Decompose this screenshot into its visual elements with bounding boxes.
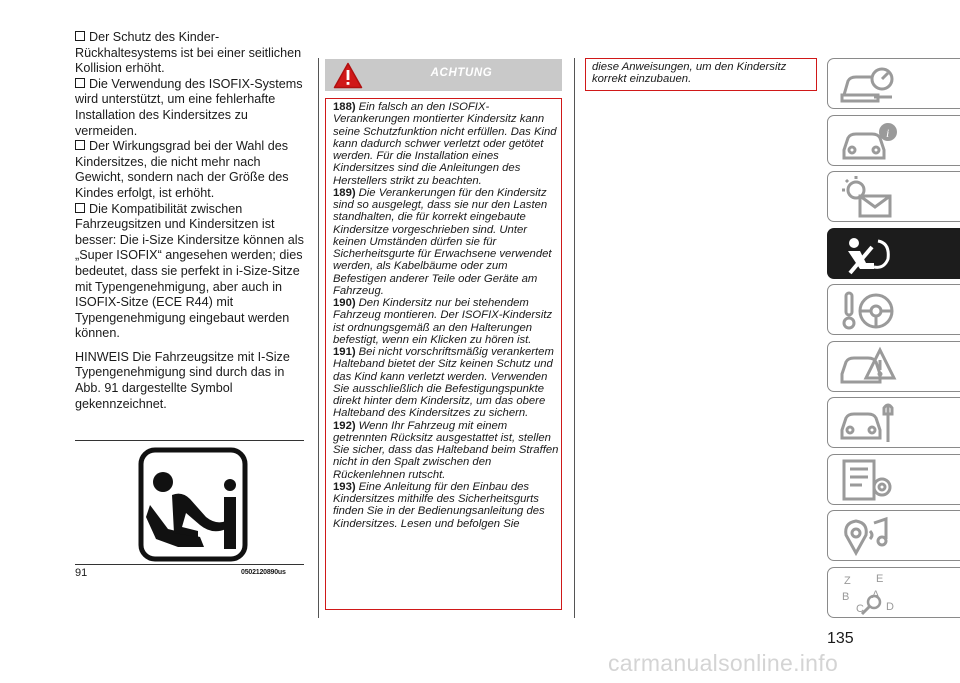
tab-maintenance[interactable] (827, 397, 960, 448)
warning-item: 191) Bei nicht vorschriftsmäßig verankertem Halteband bietet der Sitz keinen Schutz und das Kind kann verletzt werden. Verwenden Sie ausschließlich die Befestigungspunkte direkt hinter dem Kindersitz, um das obere Halteband des Kindersitzes zu sichern. (333, 346, 554, 420)
svg-text:D: D (886, 600, 894, 613)
checkbox-bullet-icon (75, 140, 85, 150)
svg-text:A: A (872, 588, 880, 601)
warning-item: 192) Wenn Ihr Fahrzeug mit einem getrennten Rücksitz ausgestattet ist, stellen Sie sicher, dass das Halteband beim Straffen nicht in den Spalt zwischen den Rückenlehnen rutscht. (333, 419, 559, 481)
column-1 (75, 30, 305, 412)
checkbox-bullet-icon (75, 78, 85, 88)
tab-dashboard[interactable] (827, 58, 960, 109)
multimedia-icon (838, 513, 898, 559)
svg-text:Z: Z (844, 574, 851, 587)
tab-lights-messages[interactable] (827, 171, 960, 222)
starting-driving-icon (838, 287, 898, 333)
figure-number: 91 (75, 567, 88, 579)
tab-emergency[interactable] (827, 341, 960, 392)
emergency-car-icon (838, 344, 898, 390)
warning-item: 190) Den Kindersitz nur bei stehendem Fahrzeug montieren. Der ISOFIX-Kindersitz ist ordnungsgemäß an den Halterungen befestigt, wenn ein Klicken zu hören ist. (333, 297, 553, 346)
maintenance-car-icon (838, 400, 898, 446)
tab-index[interactable] (827, 567, 960, 618)
bullet-item: Die Verwendung des ISOFIX-Systems wird unterstützt, um eine fehlerhafte Installation des Kindersitzes zu vermeiden. (75, 76, 303, 138)
warning-continuation-text: diese Anweisungen, um den Kindersitz korrekt einzubauen. (592, 61, 787, 86)
warning-item: 189) Die Verankerungen für den Kindersitz sind so ausgelegt, dass sie nur den Lasten standhalten, die für korrekt eingebaute Kindersitze vorgeschrieben sind. Unter keinen Umständen dürfen sie für Sicherheitsgurte für Erwachsene verwendet werden, als Kabelbäume oder zum Befestigen anderer Teile oder Geräte am Fahrzeug. (333, 186, 552, 297)
isofix-i-size-child-seat-icon (138, 447, 248, 562)
svg-text:i: i (886, 125, 890, 140)
car-dashboard-icon (838, 61, 898, 107)
tab-car-info[interactable] (827, 115, 960, 166)
tab-safety[interactable] (827, 228, 960, 279)
bullet-item: Der Schutz des Kinder-Rückhaltesystems ist bei einer seitlichen Kollision erhöht. (75, 30, 302, 76)
svg-text:E: E (876, 572, 884, 585)
warning-text (333, 101, 559, 530)
checkbox-bullet-icon (75, 31, 85, 41)
note-paragraph: HINWEIS Die Fahrzeugsitze mit I-Size Typengenehmigung sind durch das in Abb. 91 dargestellte Symbol gekennzeichnet. (75, 349, 290, 411)
tab-multimedia[interactable] (827, 510, 960, 561)
figure-code: 0502120890us (241, 569, 286, 576)
svg-text:B: B (842, 590, 850, 603)
bullet-item: Der Wirkungsgrad bei der Wahl des Kindersitzes, die nicht mehr nach Gewicht, sondern nach der Größe des Kindes erfolgt, ist erhöht. (75, 139, 289, 200)
safety-airbag-icon (838, 231, 898, 277)
chapter-tabs (827, 58, 960, 623)
column-divider (318, 58, 319, 618)
warning-title: ACHTUNG (430, 67, 493, 79)
tab-technical-data[interactable] (827, 454, 960, 505)
index-abc-icon (838, 570, 898, 616)
svg-text:C: C (856, 602, 864, 615)
warning-item: 188) Ein falsch an den ISOFIX-Verankerungen montierter Kindersitz kann seine Schutzfunktion nicht erfüllen. Das Kind kann dadurch schwer verletzt oder getötet werden. Für die Installation eines Kindersitzes sind die Anleitungen des Herstellers strikt zu beachten. (333, 101, 557, 187)
lights-message-icon (838, 174, 898, 220)
bullet-item: Die Kompatibilität zwischen Fahrzeugsitzen und Kindersitzen ist besser: Die i-Size Kindersitze können als „Super ISOFIX“ angesehen werden; dies bedeutet, dass sie perfekt in i-Size-Sitze mit Typengenehmigung, aber auch in ISOFIX-Sitze (ECE R44) mit Typengenehmigung eingebaut werden können. (75, 201, 304, 341)
technical-data-icon (838, 457, 898, 503)
tab-starting-driving[interactable] (827, 284, 960, 335)
watermark: carmanualsonline.info (608, 650, 839, 676)
car-info-icon (838, 118, 898, 164)
warning-header (325, 59, 562, 91)
warning-item: 193) Eine Anleitung für den Einbau des Kindersitzes mithilfe des Sicherheitsgurts finden Sie in der Bedienungsanleitung des Kindersitzes. Lesen und befolgen Sie (333, 480, 545, 530)
checkbox-bullet-icon (75, 203, 85, 213)
page-number: 135 (827, 630, 854, 647)
figure-bottom-rule (75, 564, 304, 565)
column-divider (574, 58, 575, 618)
figure-top-rule (75, 440, 304, 441)
